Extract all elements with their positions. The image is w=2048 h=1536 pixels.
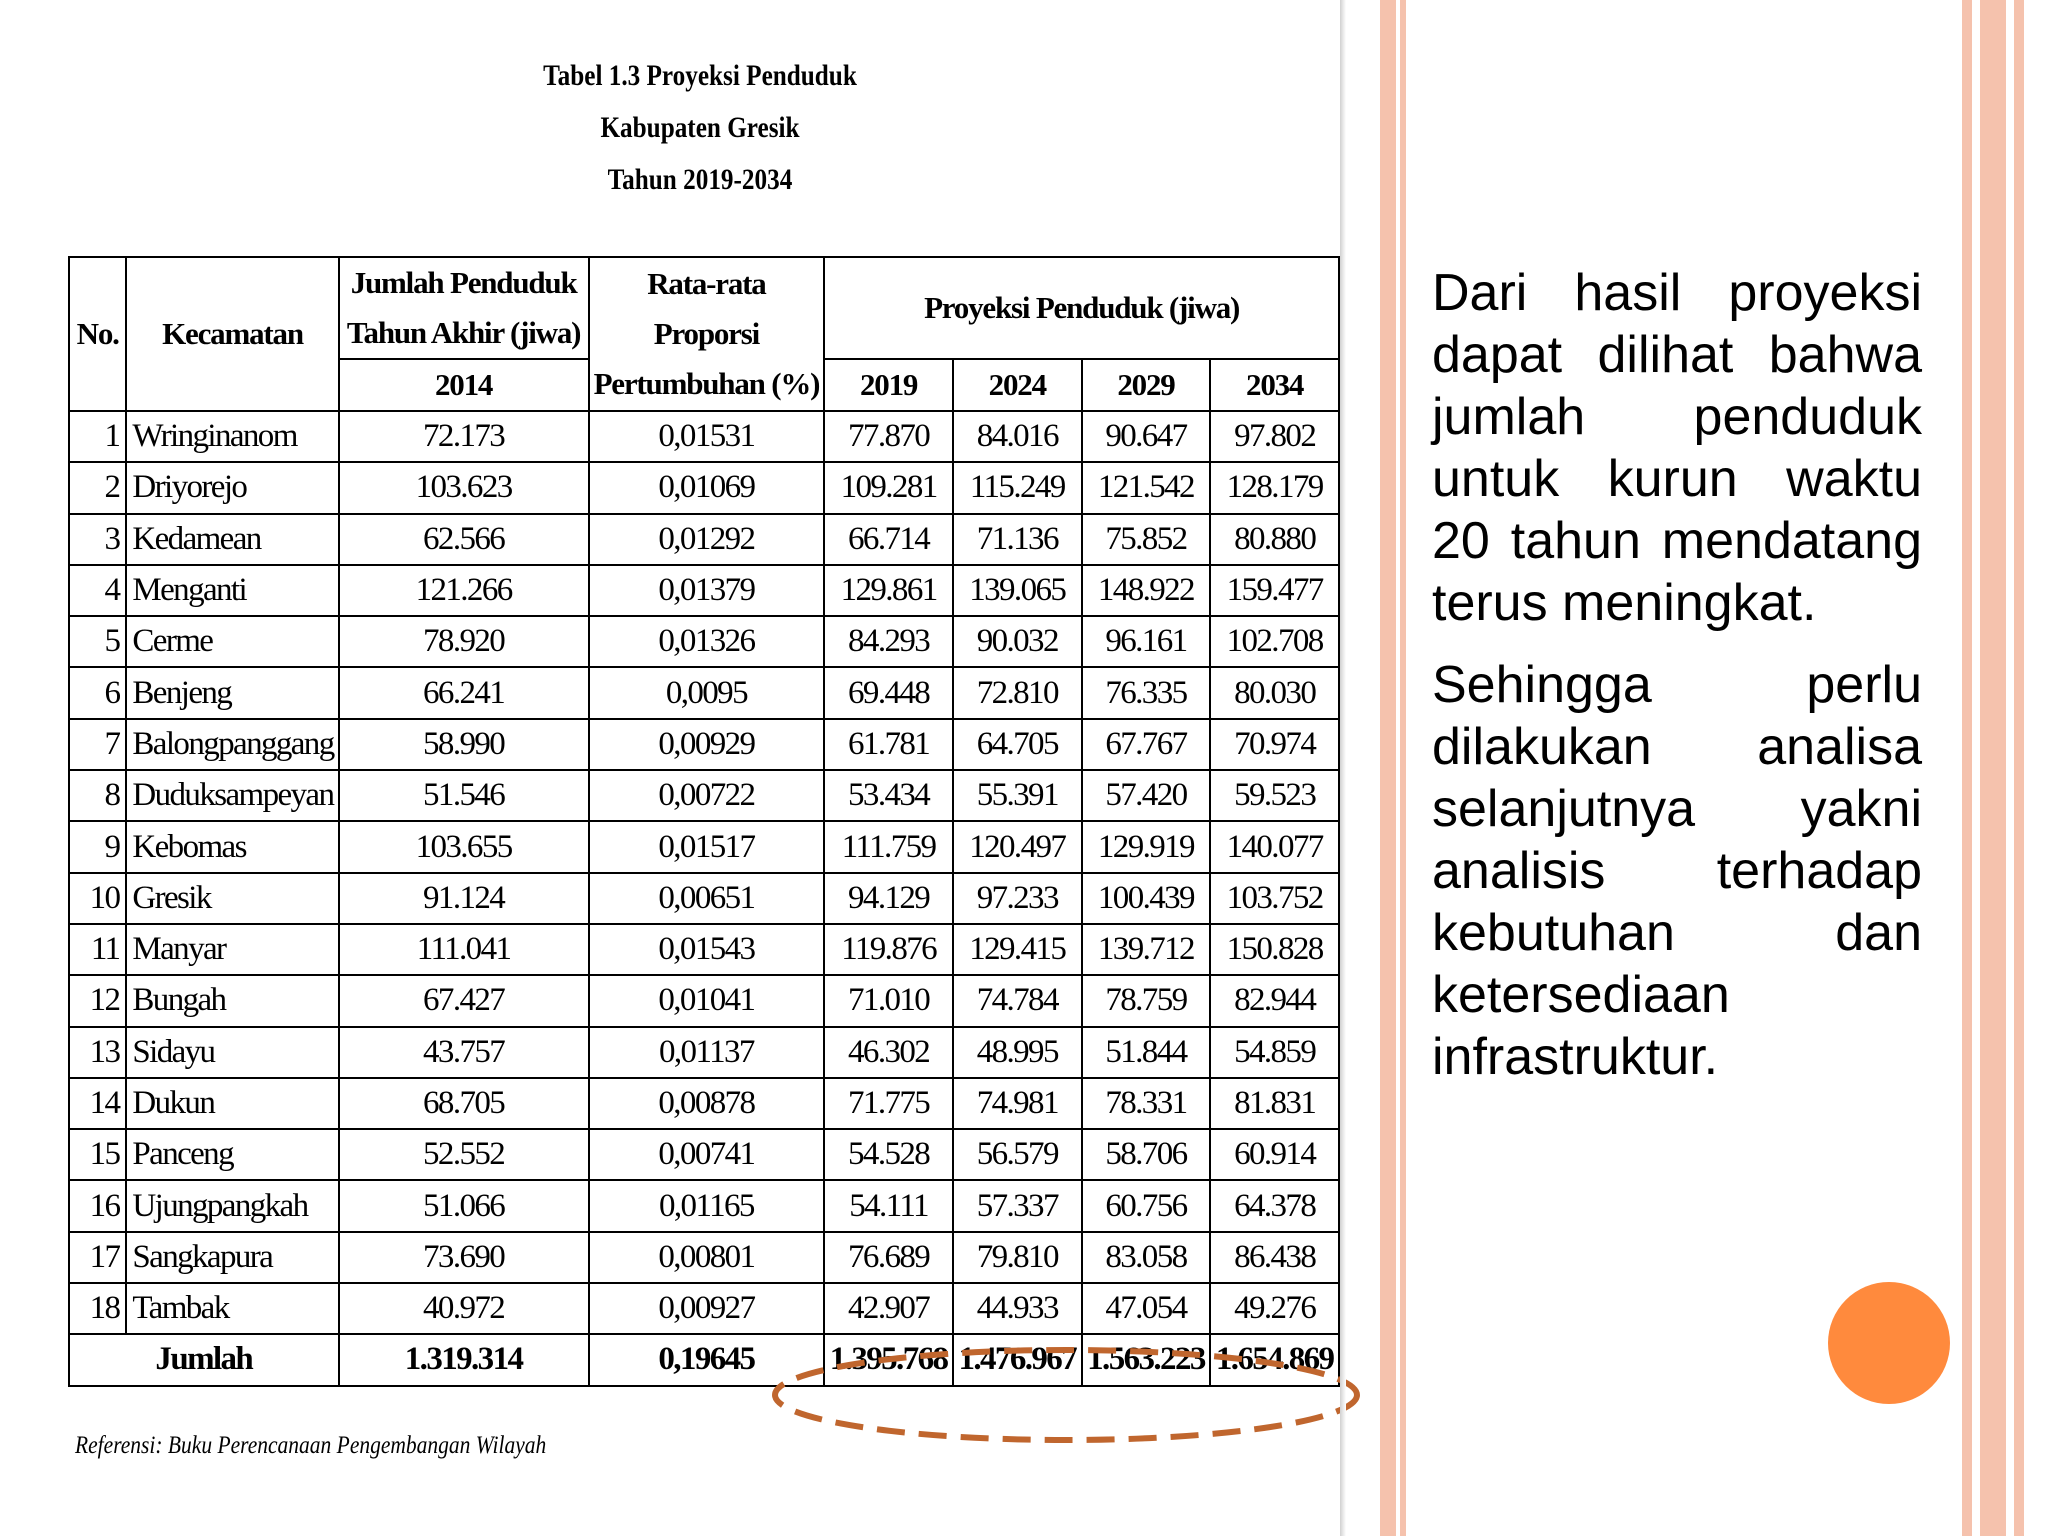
row-jumlah-2014: 73.690 — [339, 1232, 589, 1283]
row-proyeksi-2029: 100.439 — [1082, 873, 1211, 924]
row-proyeksi-2029: 67.767 — [1082, 719, 1211, 770]
row-proyeksi-2024: 129.415 — [953, 924, 1082, 975]
row-proyeksi-2024: 44.933 — [953, 1283, 1082, 1334]
row-rata-rata: 0,00929 — [589, 719, 825, 770]
row-no: 1 — [69, 411, 126, 462]
row-proyeksi-2029: 51.844 — [1082, 1027, 1211, 1078]
row-proyeksi-2019: 46.302 — [824, 1027, 953, 1078]
table-title-line-1: Tabel 1.3 Proyeksi Penduduk — [543, 59, 857, 92]
table-row — [69, 1027, 1339, 1078]
row-proyeksi-2019: 111.759 — [824, 821, 953, 872]
row-proyeksi-2024: 71.136 — [953, 514, 1082, 565]
row-no: 4 — [69, 565, 126, 616]
row-proyeksi-2019: 66.714 — [824, 514, 953, 565]
row-proyeksi-2019: 119.876 — [824, 924, 953, 975]
row-proyeksi-2034: 80.880 — [1210, 514, 1339, 565]
table-row — [69, 975, 1339, 1026]
row-jumlah-2014: 52.552 — [339, 1129, 589, 1180]
row-proyeksi-2019: 77.870 — [824, 411, 953, 462]
row-jumlah-2014: 66.241 — [339, 667, 589, 718]
row-proyeksi-2034: 49.276 — [1210, 1283, 1339, 1334]
row-rata-rata: 0,00801 — [589, 1232, 825, 1283]
row-jumlah-2014: 40.972 — [339, 1283, 589, 1334]
table-title — [112, 50, 1288, 206]
row-jumlah-2014: 51.546 — [339, 770, 589, 821]
row-proyeksi-2029: 75.852 — [1082, 514, 1211, 565]
header-year: 2019 — [824, 359, 953, 411]
header-rata-rata — [589, 257, 825, 411]
panel-divider — [1340, 0, 1346, 1536]
row-proyeksi-2029: 139.712 — [1082, 924, 1211, 975]
row-proyeksi-2034: 80.030 — [1210, 667, 1339, 718]
row-proyeksi-2034: 103.752 — [1210, 873, 1339, 924]
row-kecamatan: Cerme — [126, 616, 338, 667]
total-proyeksi-2019: 1.395.768 — [824, 1334, 953, 1385]
table-row — [69, 514, 1339, 565]
orange-circle-decoration — [1828, 1282, 1950, 1404]
row-jumlah-2014: 121.266 — [339, 565, 589, 616]
row-rata-rata: 0,01517 — [589, 821, 825, 872]
table-row — [69, 667, 1339, 718]
header-rata-line-1: Rata-rata — [647, 266, 766, 301]
decorative-stripe — [1962, 0, 1972, 1536]
row-proyeksi-2034: 82.944 — [1210, 975, 1339, 1026]
row-rata-rata: 0,01292 — [589, 514, 825, 565]
row-proyeksi-2024: 55.391 — [953, 770, 1082, 821]
explanation-paragraph-2: Sehingga perlu dilakukan analisa selanjutnya yakni analisis terhadap kebutuhan dan ketersediaan infrastruktur. — [1432, 656, 1922, 1086]
row-proyeksi-2019: 54.528 — [824, 1129, 953, 1180]
row-no: 13 — [69, 1027, 126, 1078]
row-proyeksi-2019: 53.434 — [824, 770, 953, 821]
row-proyeksi-2024: 97.233 — [953, 873, 1082, 924]
row-rata-rata: 0,01069 — [589, 462, 825, 513]
row-kecamatan: Balongpanggang — [126, 719, 338, 770]
row-proyeksi-2024: 120.497 — [953, 821, 1082, 872]
row-no: 8 — [69, 770, 126, 821]
row-rata-rata: 0,01041 — [589, 975, 825, 1026]
header-jumlah-penduduk — [339, 257, 589, 359]
row-rata-rata: 0,01165 — [589, 1180, 825, 1231]
header-year: 2024 — [953, 359, 1082, 411]
row-rata-rata: 0,01543 — [589, 924, 825, 975]
row-rata-rata: 0,01531 — [589, 411, 825, 462]
header-year-2014: 2014 — [339, 359, 589, 411]
row-jumlah-2014: 91.124 — [339, 873, 589, 924]
decorative-stripe — [1980, 0, 2006, 1536]
row-proyeksi-2024: 64.705 — [953, 719, 1082, 770]
row-proyeksi-2029: 148.922 — [1082, 565, 1211, 616]
row-proyeksi-2024: 84.016 — [953, 411, 1082, 462]
row-proyeksi-2019: 69.448 — [824, 667, 953, 718]
table-row — [69, 411, 1339, 462]
table-row — [69, 873, 1339, 924]
table-row — [69, 924, 1339, 975]
highlight-ellipse — [770, 1345, 1362, 1445]
row-jumlah-2014: 103.655 — [339, 821, 589, 872]
row-proyeksi-2034: 140.077 — [1210, 821, 1339, 872]
row-kecamatan: Dukun — [126, 1078, 338, 1129]
row-proyeksi-2034: 64.378 — [1210, 1180, 1339, 1231]
row-proyeksi-2019: 84.293 — [824, 616, 953, 667]
total-proyeksi-2024: 1.476.967 — [953, 1334, 1082, 1385]
row-proyeksi-2029: 47.054 — [1082, 1283, 1211, 1334]
row-jumlah-2014: 43.757 — [339, 1027, 589, 1078]
row-kecamatan: Manyar — [126, 924, 338, 975]
header-year: 2029 — [1082, 359, 1211, 411]
row-rata-rata: 0,01379 — [589, 565, 825, 616]
row-jumlah-2014: 62.566 — [339, 514, 589, 565]
row-rata-rata: 0,00878 — [589, 1078, 825, 1129]
row-rata-rata: 0,01326 — [589, 616, 825, 667]
row-no: 2 — [69, 462, 126, 513]
table-body — [69, 411, 1339, 1386]
decorative-stripe — [2014, 0, 2024, 1536]
total-proyeksi-2034: 1.654.869 — [1210, 1334, 1339, 1385]
row-proyeksi-2024: 48.995 — [953, 1027, 1082, 1078]
row-kecamatan: Duduksampeyan — [126, 770, 338, 821]
row-proyeksi-2034: 60.914 — [1210, 1129, 1339, 1180]
row-proyeksi-2024: 115.249 — [953, 462, 1082, 513]
row-kecamatan: Ujungpangkah — [126, 1180, 338, 1231]
table-row — [69, 1232, 1339, 1283]
row-kecamatan: Sidayu — [126, 1027, 338, 1078]
header-rata-line-3: Pertumbuhan (%) — [593, 366, 820, 401]
table-title-line-2: Kabupaten Gresik — [600, 111, 800, 144]
table-row — [69, 1078, 1339, 1129]
table-row — [69, 1283, 1339, 1334]
row-proyeksi-2019: 76.689 — [824, 1232, 953, 1283]
row-proyeksi-2019: 94.129 — [824, 873, 953, 924]
table-reference: Referensi: Buku Perencanaan Pengembangan Wilayah — [75, 1432, 547, 1459]
header-kecamatan: Kecamatan — [126, 257, 338, 411]
row-no: 11 — [69, 924, 126, 975]
header-proyeksi: Proyeksi Penduduk (jiwa) — [824, 257, 1339, 359]
row-no: 10 — [69, 873, 126, 924]
row-proyeksi-2019: 109.281 — [824, 462, 953, 513]
header-jumlah-line-2: Tahun Akhir (jiwa) — [346, 315, 581, 350]
row-rata-rata: 0,00741 — [589, 1129, 825, 1180]
row-jumlah-2014: 67.427 — [339, 975, 589, 1026]
header-year: 2034 — [1210, 359, 1339, 411]
row-proyeksi-2034: 128.179 — [1210, 462, 1339, 513]
row-jumlah-2014: 58.990 — [339, 719, 589, 770]
row-proyeksi-2034: 59.523 — [1210, 770, 1339, 821]
row-proyeksi-2029: 57.420 — [1082, 770, 1211, 821]
total-proyeksi-2029: 1.563.223 — [1082, 1334, 1211, 1385]
row-kecamatan: Driyorejo — [126, 462, 338, 513]
table-row — [69, 719, 1339, 770]
row-proyeksi-2029: 83.058 — [1082, 1232, 1211, 1283]
row-proyeksi-2024: 79.810 — [953, 1232, 1082, 1283]
row-proyeksi-2034: 102.708 — [1210, 616, 1339, 667]
row-proyeksi-2034: 150.828 — [1210, 924, 1339, 975]
row-proyeksi-2024: 57.337 — [953, 1180, 1082, 1231]
table-row — [69, 1129, 1339, 1180]
row-proyeksi-2024: 74.981 — [953, 1078, 1082, 1129]
row-no: 3 — [69, 514, 126, 565]
row-no: 5 — [69, 616, 126, 667]
row-proyeksi-2029: 78.331 — [1082, 1078, 1211, 1129]
table-title-line-3: Tahun 2019-2034 — [607, 163, 793, 196]
row-kecamatan: Kebomas — [126, 821, 338, 872]
row-proyeksi-2019: 71.010 — [824, 975, 953, 1026]
table-row — [69, 821, 1339, 872]
row-proyeksi-2029: 90.647 — [1082, 411, 1211, 462]
explanation-paragraph-1: Dari hasil proyeksi dapat dilihat bahwa jumlah penduduk untuk kurun waktu 20 tahun mendatang terus meningkat. — [1432, 264, 1922, 632]
explanation-text — [1432, 262, 1922, 1108]
row-proyeksi-2034: 54.859 — [1210, 1027, 1339, 1078]
row-rata-rata: 0,00722 — [589, 770, 825, 821]
row-proyeksi-2019: 42.907 — [824, 1283, 953, 1334]
row-proyeksi-2034: 81.831 — [1210, 1078, 1339, 1129]
table-row — [69, 1180, 1339, 1231]
row-no: 9 — [69, 821, 126, 872]
row-kecamatan: Panceng — [126, 1129, 338, 1180]
row-jumlah-2014: 111.041 — [339, 924, 589, 975]
row-proyeksi-2019: 71.775 — [824, 1078, 953, 1129]
decorative-stripe — [1380, 0, 1396, 1536]
row-kecamatan: Bungah — [126, 975, 338, 1026]
table-row — [69, 770, 1339, 821]
row-proyeksi-2034: 159.477 — [1210, 565, 1339, 616]
header-jumlah-line-1: Jumlah Penduduk — [350, 265, 577, 300]
row-no: 6 — [69, 667, 126, 718]
row-kecamatan: Menganti — [126, 565, 338, 616]
row-proyeksi-2019: 61.781 — [824, 719, 953, 770]
table-row — [69, 565, 1339, 616]
header-rata-line-2: Proporsi — [653, 316, 760, 351]
row-proyeksi-2029: 60.756 — [1082, 1180, 1211, 1231]
table-row — [69, 616, 1339, 667]
population-projection-table — [68, 256, 1340, 1387]
row-proyeksi-2019: 54.111 — [824, 1180, 953, 1231]
row-jumlah-2014: 103.623 — [339, 462, 589, 513]
row-jumlah-2014: 78.920 — [339, 616, 589, 667]
total-label: Jumlah — [69, 1334, 339, 1385]
row-proyeksi-2024: 56.579 — [953, 1129, 1082, 1180]
row-kecamatan: Benjeng — [126, 667, 338, 718]
row-rata-rata: 0,01137 — [589, 1027, 825, 1078]
total-jumlah-2014: 1.319.314 — [339, 1334, 589, 1385]
row-jumlah-2014: 68.705 — [339, 1078, 589, 1129]
row-jumlah-2014: 72.173 — [339, 411, 589, 462]
table-row — [69, 462, 1339, 513]
row-proyeksi-2034: 97.802 — [1210, 411, 1339, 462]
row-proyeksi-2024: 72.810 — [953, 667, 1082, 718]
row-proyeksi-2029: 121.542 — [1082, 462, 1211, 513]
row-rata-rata: 0,00927 — [589, 1283, 825, 1334]
row-no: 17 — [69, 1232, 126, 1283]
row-no: 16 — [69, 1180, 126, 1231]
row-proyeksi-2029: 76.335 — [1082, 667, 1211, 718]
row-proyeksi-2029: 96.161 — [1082, 616, 1211, 667]
row-kecamatan: Gresik — [126, 873, 338, 924]
row-no: 7 — [69, 719, 126, 770]
row-no: 18 — [69, 1283, 126, 1334]
row-kecamatan: Kedamean — [126, 514, 338, 565]
row-kecamatan: Wringinanom — [126, 411, 338, 462]
row-no: 14 — [69, 1078, 126, 1129]
row-proyeksi-2019: 129.861 — [824, 565, 953, 616]
row-rata-rata: 0,0095 — [589, 667, 825, 718]
row-proyeksi-2034: 86.438 — [1210, 1232, 1339, 1283]
row-proyeksi-2034: 70.974 — [1210, 719, 1339, 770]
row-proyeksi-2029: 129.919 — [1082, 821, 1211, 872]
row-proyeksi-2024: 90.032 — [953, 616, 1082, 667]
decorative-stripe — [1400, 0, 1406, 1536]
row-kecamatan: Tambak — [126, 1283, 338, 1334]
row-proyeksi-2029: 58.706 — [1082, 1129, 1211, 1180]
row-jumlah-2014: 51.066 — [339, 1180, 589, 1231]
row-no: 12 — [69, 975, 126, 1026]
row-rata-rata: 0,00651 — [589, 873, 825, 924]
row-proyeksi-2024: 139.065 — [953, 565, 1082, 616]
row-proyeksi-2024: 74.784 — [953, 975, 1082, 1026]
header-no: No. — [69, 257, 126, 411]
total-rata-rata: 0,19645 — [589, 1334, 825, 1385]
row-kecamatan: Sangkapura — [126, 1232, 338, 1283]
row-no: 15 — [69, 1129, 126, 1180]
row-proyeksi-2029: 78.759 — [1082, 975, 1211, 1026]
